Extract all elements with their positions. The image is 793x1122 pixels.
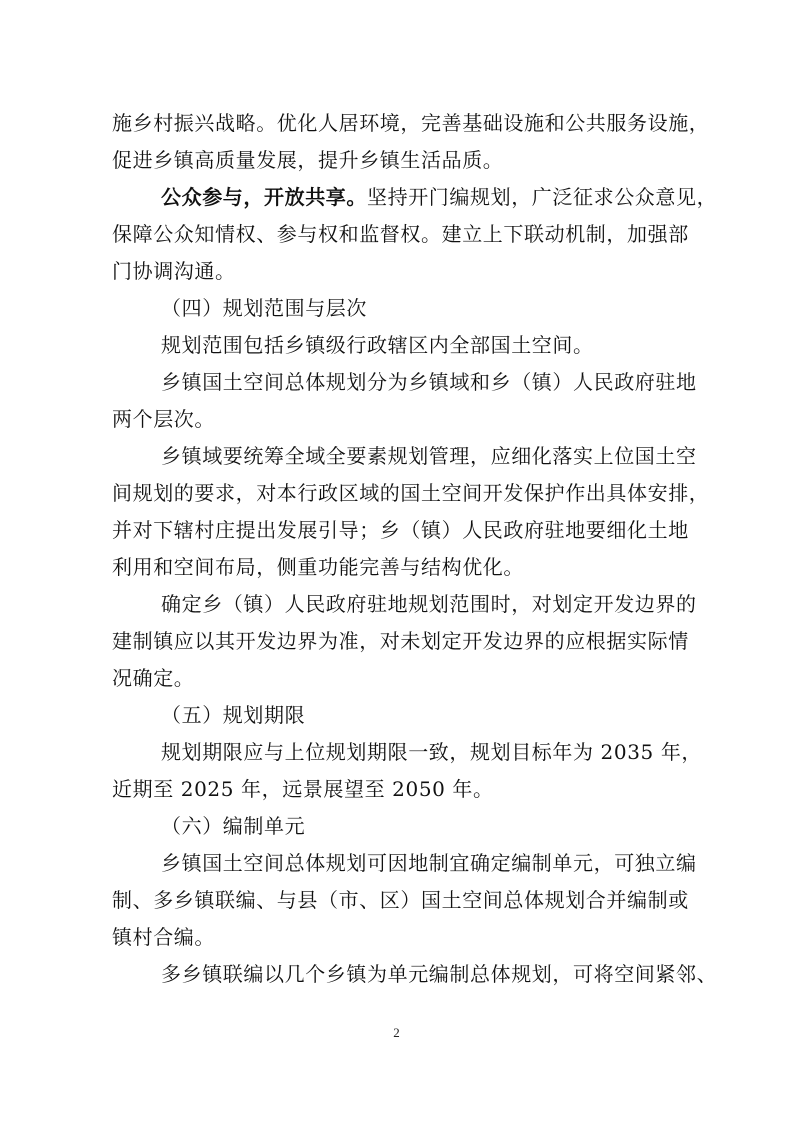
- paragraph-line: 况确定。: [112, 666, 195, 690]
- paragraph-line: 镇村合编。: [112, 925, 215, 949]
- paragraph-line: 确定乡（镇）人民政府驻地规划范围时，对划定开发边界的: [161, 592, 697, 616]
- paragraph-line: 施乡村振兴战略。优化人居环境，完善基础设施和公共服务设施，: [112, 111, 710, 135]
- paragraph-line: 制、多乡镇联编、与县（市、区）国土空间总体规划合并编制或: [112, 888, 689, 912]
- paragraph-line: 多乡镇联编以几个乡镇为单元编制总体规划，可将空间紧邻、: [161, 962, 718, 986]
- paragraph-line: 规划范围包括乡镇级行政辖区内全部国土空间。: [161, 333, 594, 357]
- paragraph-line: 两个层次。: [112, 407, 215, 431]
- paragraph-line: 近期至 2025 年，远景展望至 2050 年。: [112, 777, 494, 801]
- paragraph-line: 保障公众知情权、参与权和监督权。建立上下联动机制，加强部: [112, 222, 689, 246]
- paragraph-line: 规划期限应与上位规划期限一致，规划目标年为 2035 年，: [161, 740, 703, 764]
- bold-lead-phrase: 公众参与，开放共享。: [161, 185, 367, 209]
- page-number: 2: [393, 1025, 400, 1040]
- paragraph-line: 乡镇国土空间总体规划可因地制宜确定编制单元，可独立编: [161, 851, 697, 875]
- section-heading: （四）规划范围与层次: [161, 296, 367, 320]
- paragraph-line: [161, 185, 717, 209]
- section-heading: （五）规划期限: [161, 703, 306, 727]
- paragraph-text: 坚持开门编规划，广泛征求公众意见，: [367, 185, 718, 209]
- paragraph-line: 门协调沟通。: [112, 259, 236, 283]
- paragraph-line: 乡镇国土空间总体规划分为乡镇域和乡（镇）人民政府驻地: [161, 370, 697, 394]
- paragraph-line: 并对下辖村庄提出发展引导；乡（镇）人民政府驻地要细化土地: [112, 518, 689, 542]
- paragraph-line: 建制镇应以其开发边界为准，对未划定开发边界的应根据实际情: [112, 629, 689, 653]
- paragraph-line: 乡镇域要统筹全域全要素规划管理，应细化落实上位国土空: [161, 444, 697, 468]
- section-heading: （六）编制单元: [161, 814, 306, 838]
- paragraph-line: 间规划的要求，对本行政区域的国土空间开发保护作出具体安排，: [112, 481, 710, 505]
- paragraph-line: 利用和空间布局，侧重功能完善与结构优化。: [112, 555, 524, 579]
- paragraph-line: 促进乡镇高质量发展，提升乡镇生活品质。: [112, 148, 504, 172]
